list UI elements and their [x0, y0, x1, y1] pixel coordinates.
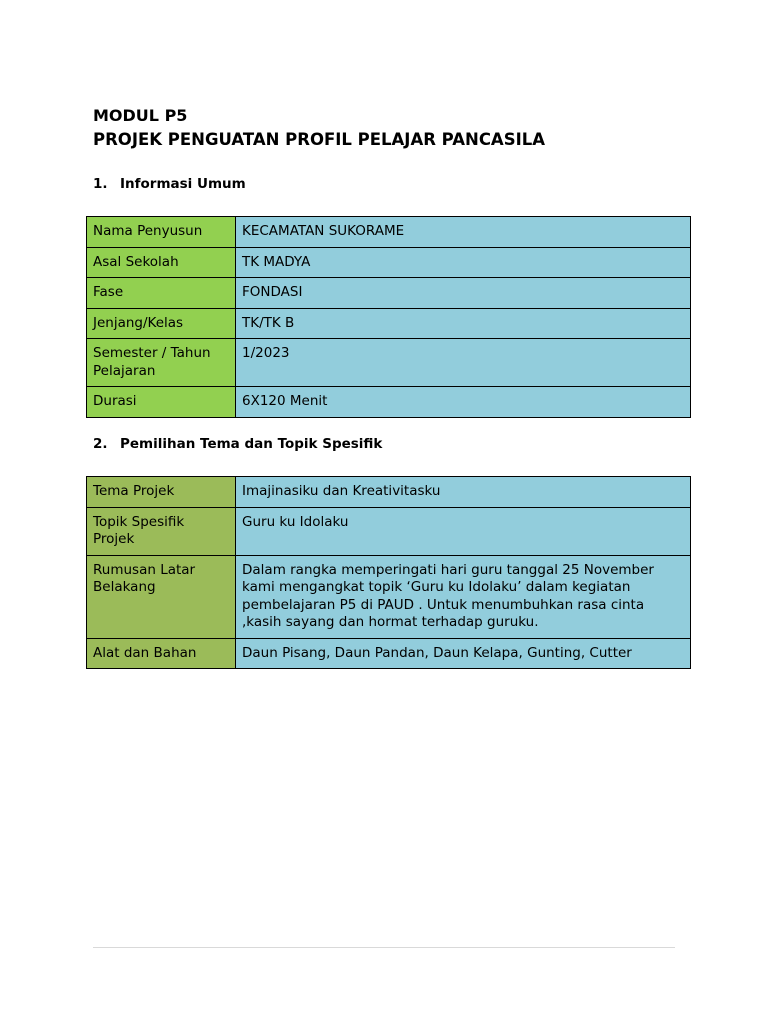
table-row	[87, 638, 691, 669]
row-value: Guru ku Idolaku	[236, 507, 691, 555]
section-number: 2.	[93, 436, 108, 452]
row-value: FONDASI	[236, 278, 691, 309]
row-label: Alat dan Bahan	[87, 638, 236, 669]
table-row	[87, 477, 691, 508]
row-value: 1/2023	[236, 339, 691, 387]
table-row	[87, 247, 691, 278]
table-row	[87, 507, 691, 555]
row-label: Jenjang/Kelas	[87, 308, 236, 339]
section-heading-pemilihan-tema	[93, 436, 382, 452]
section-number: 1.	[93, 176, 108, 192]
table-row	[87, 555, 691, 638]
row-value: Daun Pisang, Daun Pandan, Daun Kelapa, Gunting, Cutter	[236, 638, 691, 669]
row-value: TK/TK B	[236, 308, 691, 339]
section-title: Pemilihan Tema dan Topik Spesifik	[120, 436, 383, 452]
row-value: KECAMATAN SUKORAME	[236, 217, 691, 248]
row-label: Fase	[87, 278, 236, 309]
row-label: Tema Projek	[87, 477, 236, 508]
table-row	[87, 217, 691, 248]
row-label: Topik Spesifik Projek	[87, 507, 236, 555]
table-row	[87, 387, 691, 418]
row-value: 6X120 Menit	[236, 387, 691, 418]
row-value: Imajinasiku dan Kreativitasku	[236, 477, 691, 508]
row-label: Durasi	[87, 387, 236, 418]
pemilihan-tema-table	[86, 476, 691, 669]
document-subtitle: PROJEK PENGUATAN PROFIL PELAJAR PANCASILA	[93, 130, 546, 149]
informasi-umum-table	[86, 216, 691, 418]
footer-divider	[93, 947, 675, 948]
row-label: Rumusan Latar Belakang	[87, 555, 236, 638]
row-label: Semester / Tahun Pelajaran	[87, 339, 236, 387]
section-title: Informasi Umum	[120, 176, 246, 192]
table-row	[87, 278, 691, 309]
document-title: MODUL P5	[93, 106, 188, 125]
row-label: Asal Sekolah	[87, 247, 236, 278]
section-heading-informasi-umum	[93, 176, 246, 192]
row-value: Dalam rangka memperingati hari guru tanggal 25 November kami mengangkat topik ‘Guru ku Idolaku’ dalam kegiatan pembelajaran P5 di PAUD . Untuk menumbuhkan rasa cinta ,kasih sayang dan hormat terhadap guruku.	[236, 555, 691, 638]
table-row	[87, 339, 691, 387]
row-value: TK MADYA	[236, 247, 691, 278]
row-label: Nama Penyusun	[87, 217, 236, 248]
table-row	[87, 308, 691, 339]
